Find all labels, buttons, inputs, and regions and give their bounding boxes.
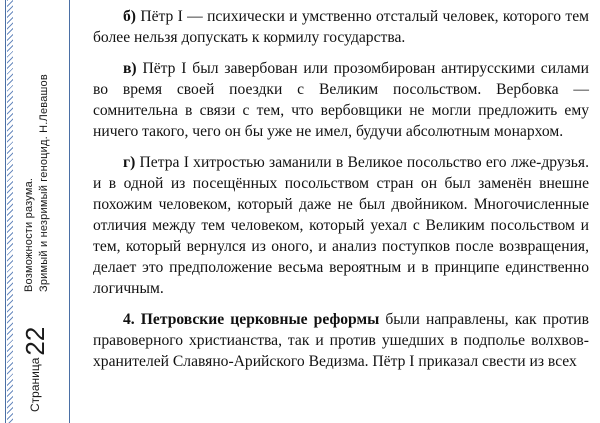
paragraph-label: в) (123, 60, 137, 77)
book-title-line-1: Возможности разума. (23, 177, 35, 292)
book-title-line-2: Зримый и незримый геноцид. Н.Левашов (38, 74, 50, 292)
page-margin-band (0, 0, 76, 423)
paragraph-text: Пётр I — психически и умственно отсталый человек, которого тем более нельзя допускать к кормилу государства. (93, 8, 589, 46)
document-body (93, 6, 589, 382)
paragraph-b (93, 6, 589, 48)
paragraph-label: б) (123, 8, 136, 25)
book-title-vertical (22, 74, 52, 292)
paragraph-text: были направлены, как против правоверного христианства, так и против ушедших в подполье волхвов-хранителей Славяно-Арийского Ведизма. Пётр I приказал свести из всех (93, 311, 589, 370)
page-number-vertical (22, 327, 48, 412)
paragraph-text: Пётр I был завербован или прозомбирован антирусскими силами во время своей поездки с Великим посольством. Вербовка — сомнительна в связи с тем, что вербовщики не могли предложить ему ничего такого, чего он бы уже не имел, будучи абсолютным монархом. (93, 60, 589, 140)
paragraph-label: г) (123, 154, 136, 171)
page-label: Страница (28, 357, 42, 412)
paragraph-v (93, 58, 589, 142)
paragraph-4 (93, 309, 589, 372)
page-number: 22 (20, 326, 50, 356)
paragraph-heading: 4. Петровские церковные реформы (123, 311, 380, 328)
paragraph-g (93, 152, 589, 299)
hatched-border-decoration (7, 0, 13, 423)
paragraph-text: Петра I хитростью заманили в Великое посольство его лже-друзья. и в одной из посещённых посольством стран он был заменён внешне похожим человеком, который даже не был двойником. Многочисленные отличия между тем человеком, который уехал с Великим посольством и тем, который вернулся из оного, и анализ поступков после возвращения, делает это предположение весьма вероятным и в принципе единственно логичным. (93, 154, 589, 297)
